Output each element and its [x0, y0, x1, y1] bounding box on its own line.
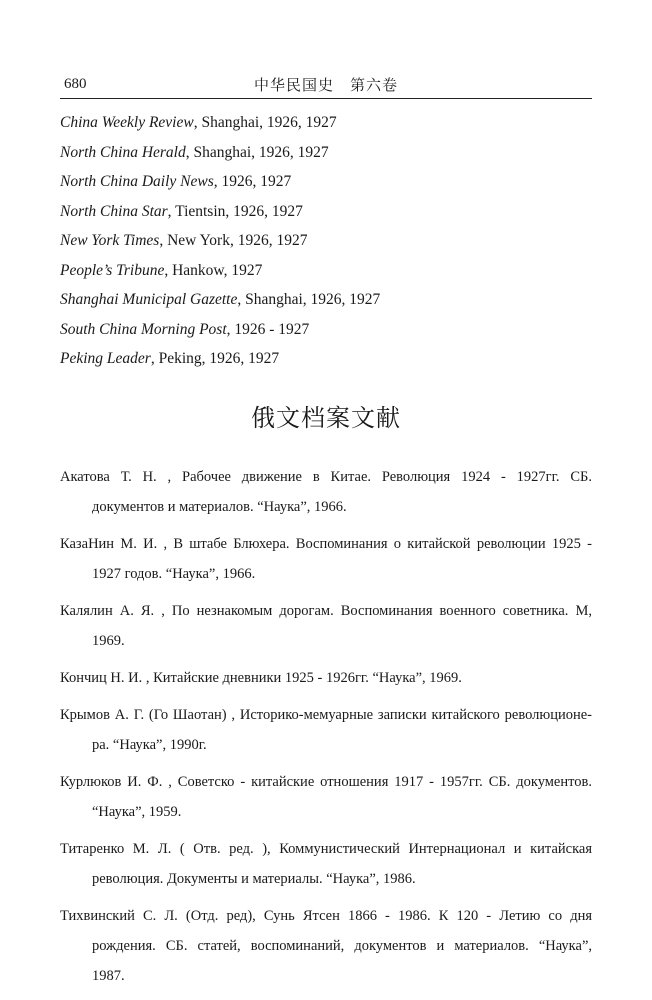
periodical-details: , Peking, 1926, 1927 [150, 350, 280, 367]
page-number: 680 [64, 76, 87, 92]
reference-entry [60, 834, 592, 894]
page-header [60, 72, 592, 99]
reference-line: Калялин А. Я. , По незнакомым дорогам. Воспоминания военного советника. М, [60, 603, 592, 619]
periodical-details: , 1926 - 1927 [226, 320, 310, 338]
periodical-title: North China Star [60, 202, 168, 220]
periodical-entry [60, 226, 592, 256]
reference-line: КазаНин М. И. , В штабе Блюхера. Воспоминания о китайской революции 1925 - [60, 536, 592, 552]
periodical-details: , Shanghai, 1926, 1927 [185, 143, 329, 161]
periodical-details: , Tientsin, 1926, 1927 [167, 202, 303, 220]
section-heading: 俄文档案文献 [251, 406, 401, 432]
reference-entry [60, 663, 592, 693]
running-head: 中华民国史 第六卷 [253, 78, 398, 94]
reference-entry [60, 462, 592, 522]
reference-entry [60, 901, 592, 991]
reference-line: Кончиц Н. И. , Китайские дневники 1925 - 1926гг. “Наука”, 1969. [60, 670, 462, 686]
periodical-details: , Shanghai, 1926, 1927 [237, 291, 381, 308]
periodical-entry [60, 285, 592, 315]
periodical-entry [60, 167, 592, 197]
periodical-details: , New York, 1926, 1927 [159, 232, 308, 249]
reference-entry [60, 700, 592, 760]
periodical-title: North China Daily News [60, 173, 214, 190]
reference-line: Тихвинский С. Л. (Отд. ред), Сунь Ятсен 1866 - 1986. К 120 - Летию со дня [60, 908, 592, 924]
periodical-title: New York Times [60, 232, 160, 249]
reference-line: документов и материалов. “Наука”, 1966. [92, 499, 347, 515]
periodical-entry [60, 315, 592, 345]
reference-line: революция. Документы и материалы. “Наука”, 1986. [92, 871, 416, 887]
russian-references-list [60, 462, 592, 998]
periodical-title: Shanghai Municipal Gazette [60, 291, 238, 308]
reference-line: Титаренко М. Л. ( Отв. ред. ), Коммунистический Интернационал и китайская [60, 841, 592, 857]
periodical-title: China Weekly Review [60, 114, 194, 131]
periodical-entry [60, 344, 592, 374]
periodical-title: Peking Leader [60, 350, 151, 367]
periodical-details: , 1926, 1927 [213, 173, 292, 190]
reference-line: 1927 годов. “Наука”, 1966. [92, 566, 256, 582]
reference-entry [60, 767, 592, 827]
reference-entry [60, 596, 592, 656]
reference-line: ра. “Наука”, 1990г. [92, 737, 207, 753]
periodical-entry [60, 256, 592, 286]
periodical-entry [60, 197, 592, 227]
periodical-details: , Hankow, 1927 [164, 261, 263, 279]
periodical-title: North China Herald [60, 143, 186, 161]
periodical-title: South China Morning Post [60, 320, 227, 338]
reference-line: Курлюков И. Ф. , Советско - китайские отношения 1917 - 1957гг. СБ. документов. [60, 774, 592, 790]
periodical-details: , Shanghai, 1926, 1927 [193, 114, 337, 131]
periodical-entry [60, 138, 592, 168]
periodical-entry [60, 108, 592, 138]
reference-line: 1969. [92, 633, 125, 649]
reference-line: Крымов А. Г. (Го Шаотан) , Историко-мемуарные записки китайского революционе- [60, 707, 592, 723]
reference-line: 1987. [92, 968, 125, 984]
reference-line: Акатова Т. Н. , Рабочее движение в Китае. Революция 1924 - 1927гг. СБ. [60, 469, 592, 485]
reference-line: рождения. СБ. статей, воспоминаний, документов и материалов. “Наука”, [92, 938, 592, 954]
periodicals-list [60, 108, 592, 374]
reference-line: “Наука”, 1959. [92, 804, 182, 820]
periodical-title: People’s Tribune [60, 261, 165, 279]
reference-entry [60, 529, 592, 589]
